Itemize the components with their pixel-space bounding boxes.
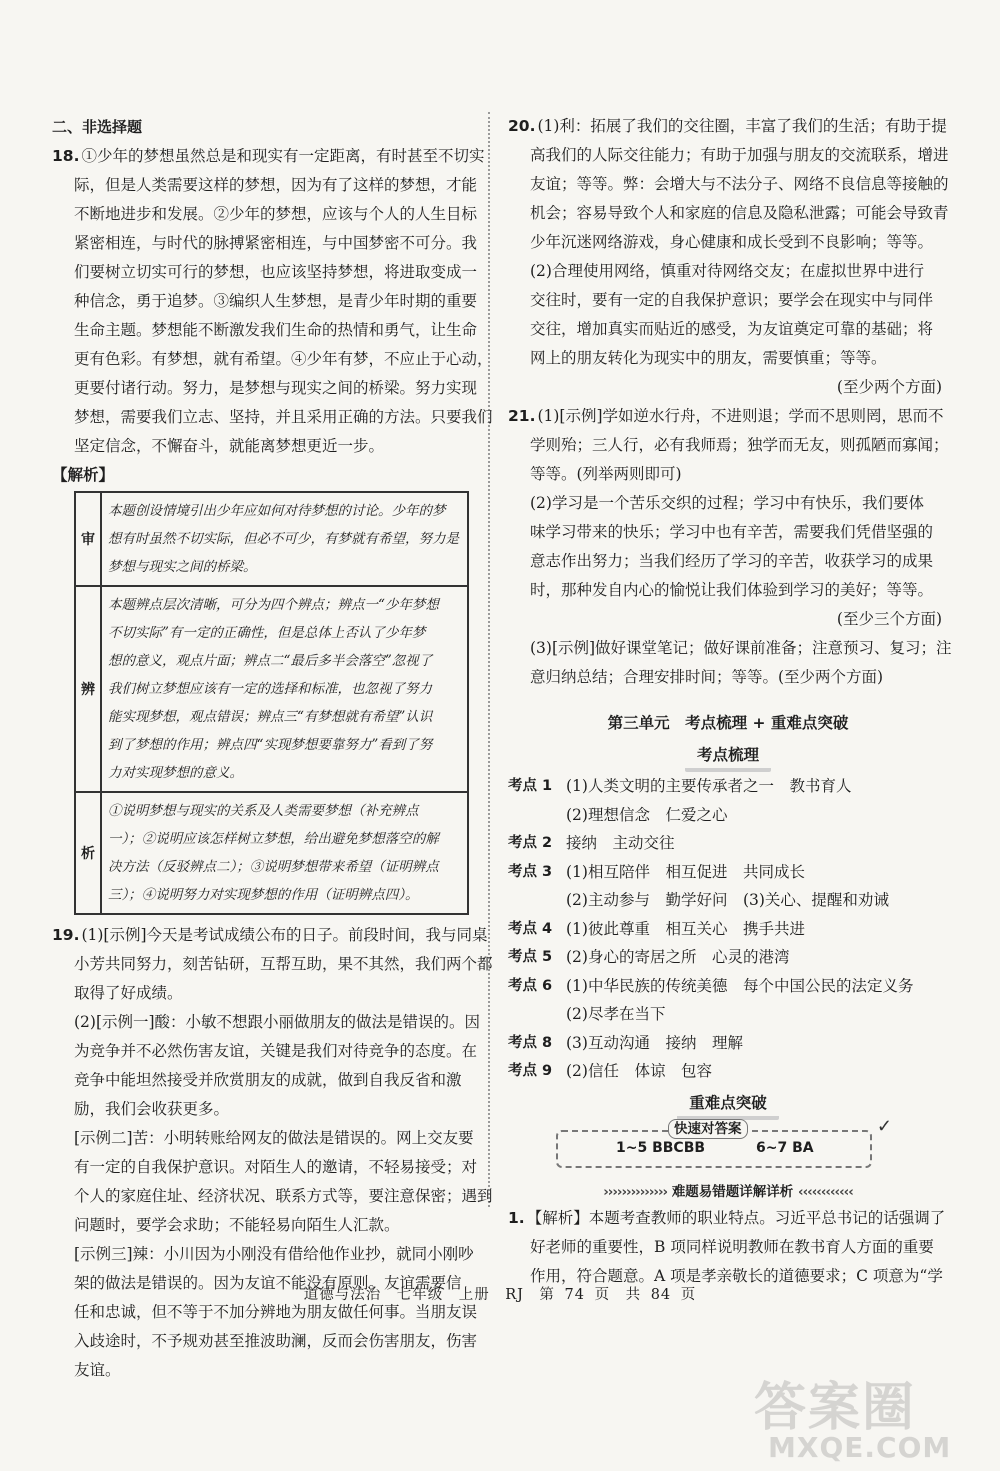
- analysis-row-body: [101, 586, 468, 792]
- analysis-line: 能实现梦想，观点错误；辨点三“有梦想就有希望”认识: [108, 709, 433, 725]
- question-number: 19.: [52, 926, 80, 944]
- question-number: 21.: [508, 407, 536, 425]
- kaodian-title: 考点梳理: [508, 738, 948, 772]
- analysis-line: ①说明梦想与现实的关系及人类需要梦想（补充辨点: [108, 803, 419, 819]
- chevron-right-icon: ‹‹‹‹‹‹‹‹‹‹‹‹: [798, 1183, 853, 1200]
- kaodian-row: [508, 858, 948, 887]
- question-line: 高我们的人际交往能力；有助于加强与朋友的交流联系，增进: [530, 146, 949, 164]
- question-number: 1.: [508, 1208, 525, 1227]
- analysis-line: 一）；②说明应该怎样树立梦想，给出避免梦想落空的解: [108, 831, 439, 847]
- question-line: (3)[示例]做好课堂笔记；做好课前准备；注意预习、复习；注: [530, 639, 952, 657]
- question-line: 更要付诸行动。努力，是梦想与现实之间的桥梁。努力实现: [74, 379, 478, 397]
- analysis-label: 【解析】: [52, 465, 115, 484]
- kaodian-label: 考点 2: [508, 835, 553, 851]
- analysis-row: [75, 792, 468, 914]
- analysis-row-label: 析: [75, 792, 101, 914]
- question-text: (1)利：拓展了我们的交往圈，丰富了我们的生活；有助于提: [537, 117, 947, 135]
- page-footer: 道德与法治 七年级 上册 RJ 第 74 页 共 84 页: [303, 1287, 697, 1303]
- kaodian-text: (3)互动沟通 接纳 理解: [566, 1033, 743, 1052]
- question-1-analysis: [508, 1204, 948, 1291]
- column-divider: [488, 112, 490, 1207]
- watermark-logo: [746, 1365, 986, 1469]
- unit-title: 第三单元 考点梳理 + 重难点突破: [607, 714, 849, 732]
- kaodian-label: 考点 1: [508, 778, 553, 794]
- question-line: 交往时，要有一定的自我保护意识；要学会在现实中与同伴: [530, 291, 934, 309]
- kaodian-row: [508, 972, 948, 1001]
- kaodian-text: 接纳 主动交往: [566, 834, 675, 852]
- quick-answer-box: [556, 1115, 892, 1168]
- analysis-line: 三）；④说明努力对实现梦想的作用（证明辨点四）。: [108, 887, 419, 903]
- kaodian-label: [508, 801, 566, 830]
- analysis-line: 力对实现梦想的意义。: [108, 765, 243, 781]
- kaodian-text: (2)主动参与 勤学好问 (3)关心、提醒和劝诫: [566, 891, 889, 909]
- question-text: 【解析】本题考查教师的职业特点。习近平总书记的话强调了: [526, 1208, 946, 1227]
- question-text: ①少年的梦想虽然总是和现实有一定距离，有时甚至不切实: [81, 147, 485, 165]
- kaodian-label: 考点 6: [508, 977, 553, 994]
- kaodian-row: [508, 1029, 948, 1058]
- question-line: (2)合理使用网络，慎重对待网络交友；在虚拟世界中进行: [530, 262, 924, 280]
- kaodian-label: 考点 8: [508, 1034, 553, 1051]
- kaodian-label: 考点 9: [508, 1063, 553, 1079]
- kaodian-text: (2)信任 体谅 包容: [566, 1062, 712, 1080]
- kaodian-text: (1)人类文明的主要传承者之一 教书育人: [566, 777, 852, 795]
- analysis-table: [74, 491, 469, 915]
- analysis-row-body: [101, 792, 468, 914]
- kaodian-row: [508, 829, 948, 858]
- question-line: 学则殆；三人行，必有我师焉；独学而无友，则孤陋而寡闻；: [530, 436, 949, 454]
- kaodian-list: [508, 772, 948, 1086]
- analysis-row-label: 审: [75, 492, 101, 586]
- watermark-title: 答案圈: [754, 1378, 917, 1438]
- question-line: 励，我们会收获更多。: [74, 1100, 230, 1118]
- question-first-line: [508, 112, 948, 141]
- kaodian-row: [508, 1057, 948, 1086]
- analysis-line: 不切实际”有一定的正确性，但是总体上否认了少年梦: [108, 625, 426, 641]
- question-line: 交往，增加真实而贴近的感受，为友谊奠定可靠的基础；将: [530, 320, 934, 338]
- kaodian-row: [508, 801, 948, 830]
- quick-answer-label: 快速对答案: [668, 1119, 748, 1139]
- question-number: 18.: [52, 147, 80, 165]
- question-line: 友谊。: [74, 1361, 121, 1379]
- analysis-line: 想的意义，观点片面；辨点二“最后多半会落空”忽视了: [108, 653, 433, 669]
- analysis-row-label: 辨: [75, 586, 101, 792]
- question-line: (2)[示例一]酸：小敏不想跟小丽做朋友的做法是错误的。因: [74, 1013, 481, 1031]
- kaodian-row: [508, 772, 948, 801]
- kaodian-text: (1)中华民族的传统美德 每个中国公民的法定义务: [566, 976, 914, 995]
- question-line: 架的做法是错误的。因为友谊不能没有原则。友谊需要信: [74, 1274, 462, 1292]
- question-line: 为竞争并不必然伤害友谊，关键是我们对待竞争的态度。在: [74, 1042, 478, 1060]
- q21-note: (至少三个方面): [836, 610, 942, 628]
- question-line: 不断地进步和发展。②少年的梦想，应该与个人的人生目标: [74, 205, 478, 223]
- question-line: 好老师的重要性，B 项同样说明教师在教书育人方面的重要: [530, 1237, 934, 1256]
- question-line: [示例三]辣：小川因为小刚没有借给他作业抄，就同小刚吵: [74, 1245, 474, 1263]
- question-line: 入歧途时，不予规劝甚至推波助澜，反而会伤害朋友，伤害: [74, 1332, 478, 1350]
- question-21: [508, 402, 952, 692]
- question-line: 取得了好成绩。: [74, 984, 183, 1002]
- kaodian-label: 考点 4: [508, 920, 553, 937]
- question-first-line: [52, 142, 485, 171]
- kaodian-label: 考点 5: [508, 949, 553, 965]
- question-line: 友谊；等等。弊：会增大与不法分子、网络不良信息等接触的: [530, 175, 949, 193]
- question-line: 种信念，勇于追梦。③编织人生梦想，是青少年时期的重要: [74, 292, 478, 310]
- question-text: (1)[示例]今天是考试成绩公布的日子。前段时间，我与同桌: [81, 926, 488, 944]
- right-column: [508, 112, 952, 1291]
- question-text: (1)[示例]学如逆水行舟，不进则退；学而不思则罔，思而不: [537, 407, 944, 425]
- analysis-row: [75, 492, 468, 586]
- kaodian-label: [508, 1000, 566, 1029]
- analysis-line: 本题创设情境引出少年应如何对待梦想的讨论。少年的梦: [108, 503, 446, 519]
- kaodian-row: [508, 915, 948, 944]
- question-line: 际，但是人类需要这样的梦想，因为有了这样的梦想，才能: [74, 176, 478, 194]
- question-line: 们要树立切实可行的梦想，也应该坚持梦想，将进取变成一: [74, 263, 478, 281]
- analysis-line: 我们树立梦想应该有一定的选择和标准，也忽视了努力: [108, 681, 432, 697]
- question-line: 梦想，需要我们立志、坚持，并且采用正确的方法。只要我们: [74, 408, 493, 426]
- question-18: [52, 142, 493, 915]
- question-line: 有一定的自我保护意识。对陌生人的邀请，不轻易接受；对: [74, 1158, 478, 1176]
- analysis-line: 决方法（反驳辨点二）；③说明梦想带来希望（证明辨点: [108, 859, 439, 875]
- question-line: 更有色彩。有梦想，就有希望。④少年有梦，不应止于心动，: [74, 350, 493, 368]
- question-line: 时，那种发自内心的愉悦让我们体验到学习的美好；等等。: [530, 581, 934, 599]
- question-line: 机会；容易导致个人和家庭的信息及隐私泄露；可能会导致青: [530, 204, 949, 222]
- kaodian-row: [508, 943, 948, 972]
- question-line: 网上的朋友转化为现实中的朋友，需要慎重；等等。: [530, 349, 887, 367]
- kaodian-text: (2)尽孝在当下: [566, 1005, 666, 1023]
- question-line: 生命主题。梦想能不断激发我们生命的热情和勇气，让生命: [74, 321, 478, 339]
- analysis-row: [75, 586, 468, 792]
- zhongnan-title: 重难点突破: [508, 1086, 948, 1120]
- watermark-url: MXQE.COM: [768, 1431, 952, 1464]
- question-19: [52, 921, 493, 1385]
- question-line: 意归纳总结；合理安排时间；等等。(至少两个方面): [530, 668, 884, 686]
- question-line: 坚定信念，不懈奋斗，就能离梦想更近一步。: [74, 437, 385, 455]
- question-line: 任和忠诚，但不等于不加分辨地为朋友做任何事。当朋友误: [74, 1303, 478, 1321]
- question-20: [508, 112, 948, 402]
- question-line: 少年沉迷网络游戏，身心健康和成长受到不良影响；等等。: [530, 233, 934, 251]
- question-line: 紧密相连，与时代的脉搏紧密相连，与中国梦密不可分。我: [74, 234, 478, 252]
- analysis-line: 梦想与现实之间的桥梁。: [108, 559, 257, 575]
- kaodian-label: 考点 3: [508, 863, 553, 880]
- quick-answer-1: 1~5 BBCBB: [616, 1139, 706, 1156]
- question-number: 20.: [508, 117, 536, 135]
- q20-note: (至少两个方面): [836, 378, 942, 396]
- question-line: 竞争中能坦然接受并欣赏朋友的成就，做到自我反省和激: [74, 1071, 462, 1089]
- question-line: 问题时，要学会求助；不能轻易向陌生人汇款。: [74, 1216, 400, 1234]
- checkmark-icon: ✓: [876, 1115, 892, 1137]
- question-line: 等等。(列举两则即可): [530, 465, 682, 483]
- section-heading: 二、非选择题: [52, 118, 143, 136]
- kaodian-text: (1)彼此尊重 相互关心 携手共进: [566, 919, 805, 938]
- chevron-left-icon: ››››››››››››››: [603, 1183, 668, 1200]
- question-first-line: [508, 1204, 948, 1233]
- kaodian-text: (1)相互陪伴 相互促进 共同成长: [566, 862, 805, 881]
- kaodian-text: (2)身心的寄居之所 心灵的港湾: [566, 948, 790, 966]
- detail-banner: ›››››››››››››› 难题易错题详解详析 ‹‹‹‹‹‹‹‹‹‹‹‹: [603, 1183, 853, 1200]
- question-line: 味学习带来的快乐；学习中也有辛苦，需要我们凭借坚强的: [530, 523, 934, 541]
- quick-answer-2: 6~7 BA: [756, 1139, 814, 1156]
- question-first-line: [508, 402, 948, 431]
- question-line: [示例二]苦：小明转账给网友的做法是错误的。网上交友要: [74, 1129, 474, 1147]
- analysis-line: 想有时虽然不切实际，但必不可少，有梦就有希望，努力是: [108, 531, 459, 547]
- question-first-line: [52, 921, 488, 950]
- question-line: 个人的家庭住址、经济状况、联系方式等，要注意保密；遇到: [74, 1187, 493, 1205]
- analysis-row-body: [101, 492, 468, 586]
- question-line: 小芳共同努力，刻苦钻研，互帮互助，果不其然，我们两个都: [74, 955, 493, 973]
- question-line: (2)学习是一个苦乐交织的过程；学习中有快乐，我们要体: [530, 494, 924, 512]
- kaodian-text: (2)理想信念 仁爱之心: [566, 805, 728, 824]
- kaodian-row: [508, 886, 948, 915]
- analysis-line: 本题辨点层次清晰，可分为四个辨点；辨点一“少年梦想: [108, 597, 439, 613]
- question-line: 意志作出努力；当我们经历了学习的辛苦，收获学习的成果: [530, 552, 934, 570]
- left-column: [52, 112, 493, 1385]
- question-line: 作用，符合题意。A 项是孝亲敬长的道德要求；C 项意为“学: [530, 1266, 943, 1285]
- kaodian-label: [508, 886, 566, 915]
- analysis-line: 到了梦想的作用；辨点四“实现梦想要靠努力”看到了努: [108, 737, 433, 753]
- kaodian-row: [508, 1000, 948, 1029]
